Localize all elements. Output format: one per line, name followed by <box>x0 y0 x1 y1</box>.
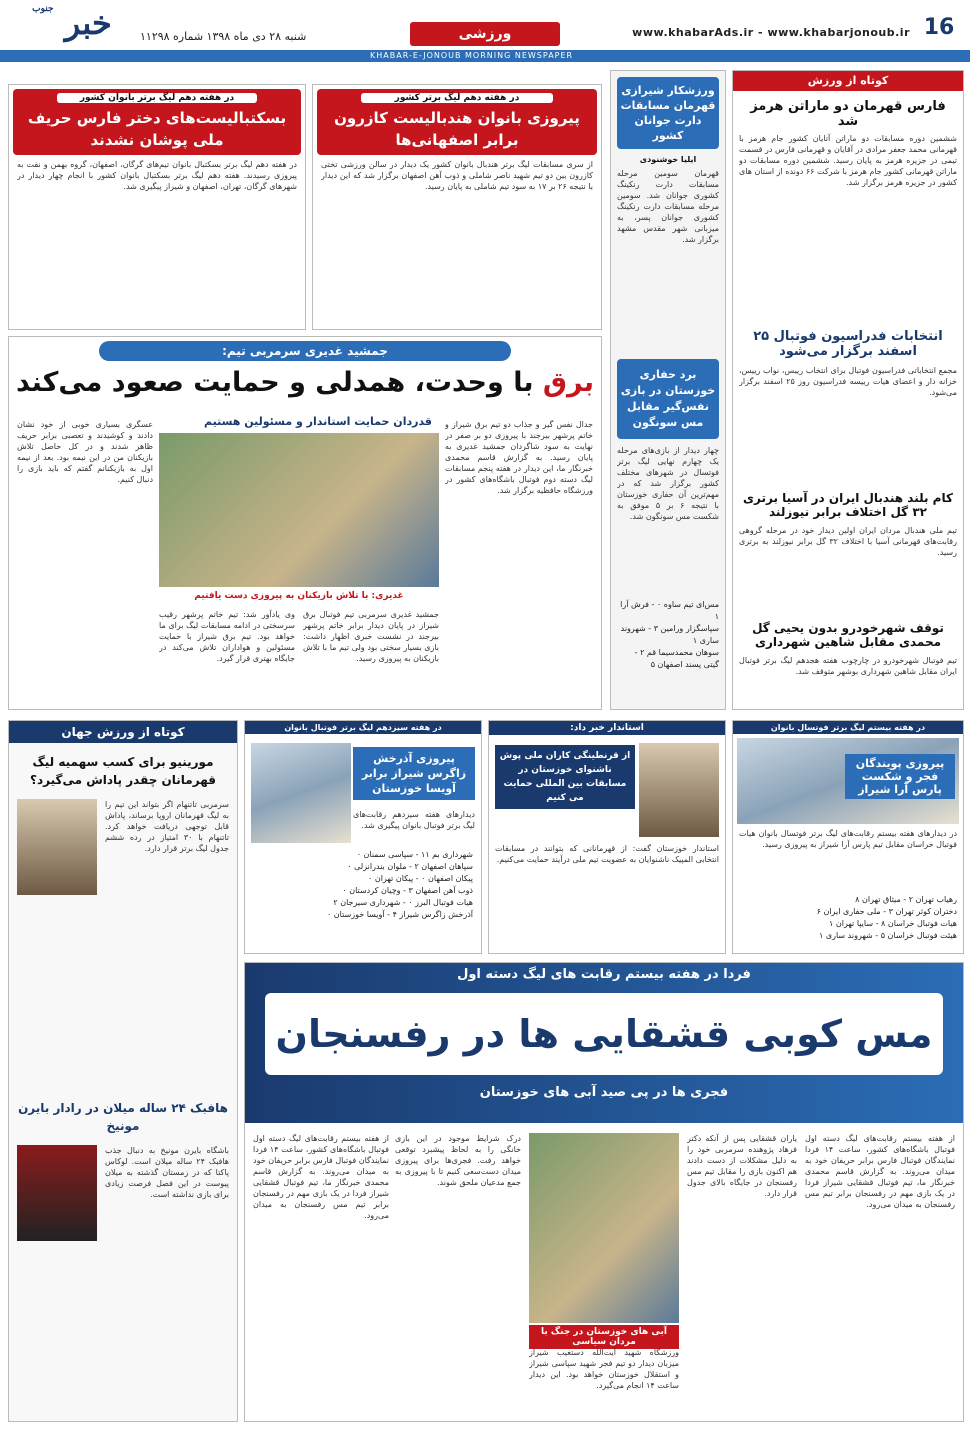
bottom-col3: درک شرایط موجود در این بازی خانگی را به لحاظ پیشبرد توقعی خواهد رفت. فجری‌ها برای پیروزی میدان دست‌سعی کنیم تا با پیروزی به جمع مدعیان ملحق شوند. <box>395 1134 521 1187</box>
world-sports-column <box>8 720 238 1422</box>
main-headline[interactable] <box>9 363 601 403</box>
hafbak-body: باشگاه بایرن مونیخ به دنبال جذب هافبک ۲۴ ساله میلان است. لوکاس پاکتا که در زمستان گذشته به میلان پیوست در این فصل فرصت زیادی برای بازی نداشته است. <box>105 1146 229 1199</box>
photo-caption: غدیری: با تلاش بازیکنان به پیروزی دست یافتیم <box>194 591 404 601</box>
kazerun-body: از سری مسابقات لیگ برتر هندبال بانوان کشور یک دیدار در سالن ورزشی تختی کازرون بین دو تیم شهید ناصر شاملی و ذوب آهن اصفهان برگزار شد که این دیدار با نتیجه ۲۶ بر ۱۷ به سود تیم شاملی به پایان رسید. <box>321 160 593 191</box>
governor-title[interactable]: از قرنطینگی کاران ملی پوش ناشنوای خوزستان در مسابقات بین المللی حمایت می کنیم <box>495 745 635 809</box>
result-item: سپاهان اصفهان ۲ - ملوان بندرانزلی ۰ <box>347 862 473 871</box>
bottom-col4: ورزشگاه شهید آیت‌الله دستغیب شیراز میزبان دیدار دو تیم فجر شهید سپاسی شیراز و استقلال خوزستان خواهد بود. این دیدار ساعت ۱۴ انجام می‌گیرد. <box>529 1348 679 1390</box>
team-photo <box>529 1133 679 1323</box>
mourinho-title[interactable]: مورینیو برای کسب سهمیه لیگ قهرمانان چقدر پاداش می‌گیرد؟ <box>30 755 216 787</box>
kazerun-article <box>312 84 602 330</box>
result-item: هیات فوتبال البرز ۰ - شهرداری سیرجان ۲ <box>333 898 473 907</box>
main-article <box>8 336 602 710</box>
news-body: تیم ملی هندبال مردان ایران اولین دیدار خود در مرحله گروهی رقابت‌های قهرمانی آسیا با اختلاف ۳۲ گل برابر نیوزلند به برتری رسید. <box>739 526 957 557</box>
bottom-kicker: فردا در هفته بیستم رقابت های لیگ دسته اول <box>457 967 751 982</box>
news-title[interactable]: فارس قهرمان دو ماراتن هرمز شد <box>750 99 946 129</box>
result-item: رهیاب تهران ۲ - میثاق تهران ۸ <box>855 895 957 904</box>
dart-body: قهرمان سومین مرحله مسابقات دارت رنکینگ کشوری جوانان شد. سومین مرحله مسابقات دارت رنکینگ کشوری جوانان پسر، به میزبانی شهر مقدس مشهد برگزار شد. <box>617 169 719 244</box>
website-link[interactable]: www.khabarAds.ir - www.khabarjonoub.ir <box>632 26 910 39</box>
news-title[interactable]: کام بلند هندبال ایران در آسیا برتری ۳۲ گل اختلاف برابر نیوزلند <box>743 491 953 519</box>
kazerun-kicker: در هفته دهم لیگ برتر کشور <box>361 93 553 103</box>
newspaper-logo <box>12 4 132 44</box>
dart-column <box>610 70 726 710</box>
section-tab[interactable]: ورزشی <box>410 22 560 46</box>
zagros-title[interactable]: پیروزی آذرخش زاگرس شیراز برابر آویسا خوزستان <box>353 747 475 800</box>
governor-article <box>488 720 726 954</box>
news-body: ششمین دوره مسابقات دو ماراتن آتایان کشور جام هرمز با قهرمانی محمد جعفر مرادی در آقایان و قهرمانی فارس در قسمت تیمی در جزیره هرمز به پایان رسید. ششمین دوره مسابقات دو ماراتن قهرمانی کشور جام هرمز با شرکت ۶۶ دونده از استان های کشور در جزیره هرمز برگزار شد. <box>739 134 957 187</box>
news-title[interactable]: انتخابات فدراسیون فوتبال ۲۵ اسفند برگزار می‌شود <box>753 329 943 359</box>
dart-title[interactable]: ورزشکار شیرازی قهرمان مسابقات دارت جوانان کشور <box>617 77 719 149</box>
zagros-photo <box>251 743 351 843</box>
futsal-title[interactable]: پیروزی پویندگان فجر و شکست پارس آرا شیراز <box>845 754 955 799</box>
main-kicker: جمشید غدیری سرمربی تیم: <box>99 341 511 361</box>
result-item: آذرخش زاگرس شیراز ۴ - آویسا خوزستان ۰ <box>326 910 473 919</box>
news-body: تیم فوتبال شهرخودرو در چارچوب هفته هجدهم لیگ برتر فوتبال ایران مقابل شاهین شهرداری بوشهر متوقف شد. <box>739 656 957 676</box>
mourinho-photo <box>17 799 97 895</box>
world-header: کوتاه از ورزش جهان <box>9 721 237 743</box>
logo-text: خبر <box>64 4 112 42</box>
bottom-banner <box>245 963 963 1123</box>
bottom-col5: از هفته بیستم رقابت‌های لیگ دسته اول فوتبال باشگاه‌های کشور، ساعت ۱۴ فردا نمایندگان فوتبال فارس برابر حریفان خود به میدان می‌روند. به گزارش قاسم محمدی خبرنگار ما، تیم فوتبال قشقایی شیراز فردا در یک بازی مهم در رفسنجان برابر تیم مس رفسنجان به میدان می‌رود. <box>253 1134 389 1220</box>
page-number: 16 <box>923 15 955 40</box>
result-item: ذوب آهن اصفهان ۳ - وچیان کردستان ۰ <box>342 886 473 895</box>
football-photo <box>159 433 439 587</box>
basketball-title[interactable]: بسکتبالیست‌های دختر فارس حریف ملی پوشان نشدند <box>27 109 287 149</box>
basketball-body: در هفته دهم لیگ برتر بسکتبال بانوان تیم‌های گرگان، اصفهان، گروه بهمن و نفت به پیروزی رسیدند. هفته دهم لیگ برتر بسکتبال بانوان کشور با انجام چهار دیدار در شهرهای گرگان، تهران، اصفهان و شیراز پیگیری شد. <box>17 160 297 191</box>
news-title[interactable]: توقف شهرخودرو بدون یحیی گل محمدی مقابل شاهین شهرداری <box>752 621 944 649</box>
main-body-col1: جدال نفس گیر و جذاب دو تیم برق شیراز و خاتم پرشهر بیرجند با پیروزی دو بر صفر در نهایت به سود شاگردان جمشید غدیری به پایان رسید. به گزارش قاسم محمدی خبرنگار ما، این دیدار در هفته پنجم مسابقات لیگ دسته دوم فوتبال باشگاه‌های کشور در ورزشگاه حافظیه برگزار شد. <box>445 420 593 495</box>
khuzestan-results <box>617 599 719 671</box>
logo-sub: جنوب <box>32 4 54 14</box>
team-photo-caption: آبی های خوزستان در جنگ با مردان سیاسی <box>529 1325 679 1349</box>
futsal-article <box>732 720 964 954</box>
paqueta-photo <box>17 1145 97 1241</box>
result-item: هیات فوتبال خراسان ۸ - سایپا تهران ۱ <box>829 919 957 928</box>
governor-kicker: استاندار خبر داد: <box>489 721 725 735</box>
result-item: سپاسگزار ورامین ۳ - شهروند ساری ۱ <box>620 624 719 645</box>
zagros-kicker: در هفته سیزدهم لیگ برتر فوتبال بانوان <box>245 721 481 734</box>
mourinho-body: سرمربی تاتنهام اگر بتواند این تیم را به لیگ قهرمانان اروپا برساند، پاداش قابل توجهی دریافت خواهد کرد. تاتنهام با ۳۰ امتیاز در رده ششم جدول لیگ برتر قرار دارد. <box>105 800 229 853</box>
news-body: مجمع انتخاباتی فدراسیون فوتبال برای انتخاب رییس، نواب رییس، خزانه دار و اعضای هیات رییسه فدراسیون روز ۲۵ اسفند برگزار می‌شود. <box>739 366 957 397</box>
main-body-col2: عسگری بسیاری خوبی از خود نشان دادند و کوشیدند و تعصبی برابر حریف ظاهر شدند و در کل حاصل تلاش بازیکنان من در این نیمه بود. بعد از نیمه اول به بازیکنانم گفتم که باید بازی را دنبال کنیم. <box>17 420 153 484</box>
basketball-header <box>13 89 301 155</box>
main-body-col3: وی یادآور شد: تیم خاتم پرشهر رقیب سرسختی در ادامه مسابقات لیگ برای ما خواهد بود. تیم برق شیراز با حمایت مسئولین و هواداران تلاش می‌کند در جایگاه بهتری قرار گیرد. <box>159 610 295 663</box>
english-title: KHABAR-E-JONOUB MORNING NEWSPAPER <box>370 51 574 60</box>
result-item: دختران کوثر تهران ۳ - ملی حفاری ایران ۶ <box>816 907 957 916</box>
dateline: شنبه ۲۸ دی ماه ۱۳۹۸ شماره ۱۱۲۹۸ <box>140 30 307 43</box>
futsal-kicker: در هفته بیستم لیگ برتر فوتسال بانوان <box>733 721 963 734</box>
governor-body: استاندار خوزستان گفت: از قهرمانانی که بتوانند در مسابقات انتخابی المپیک ناشنوایان به عضویت تیم ملی درآیند حمایت می‌کنیم. <box>495 844 719 864</box>
kazerun-header <box>317 89 597 155</box>
result-item: هیئت فوتبال خراسان ۵ - شهروند ساری ۱ <box>819 931 957 940</box>
dart-author: ایلیا خوشنودی <box>639 155 697 164</box>
result-item: مس‌ای تیم ساوه ۰ - فرش آرا ۱ <box>620 600 719 621</box>
basketball-article <box>8 84 306 330</box>
bottom-col1: از هفته بیستم رقابت‌های لیگ دسته اول فوتبال باشگاه‌های کشور، ساعت ۱۴ فردا نمایندگان فوتبال فارس برابر حریفان خود به میدان می‌روند. به گزارش قاسم محمدی خبرنگار ما، تیم فوتبال قشقایی شیراز فردا در یک بازی مهم در رفسنجان برابر تیم مس رفسنجان به میدان می‌رود. <box>805 1134 955 1209</box>
bottom-feature <box>244 962 964 1422</box>
masthead <box>0 0 970 62</box>
basketball-kicker: در هفته دهم لیگ برتر بانوان کشور <box>57 93 257 103</box>
khuzestan-body: چهار دیدار از بازی‌های مرحله یک چهارم نهایی لیگ برتر فوتسال در شهرهای مختلف کشور برگزار شد که در مهم‌ترین آن حفاری خوزستان با نتیجه ۶ بر ۵ موفق به شکست مس سونگون شد. <box>617 446 719 521</box>
zagros-body: دیدارهای هفته سیزدهم رقابت‌های لیگ برتر فوتبال بانوان پیگیری شد. <box>353 810 475 830</box>
result-item: شهرداری بم ۱۱ - سپاسی سمنان ۰ <box>356 850 473 859</box>
futsal-results <box>739 894 957 942</box>
main-body-col4: جمشید غدیری سرمربی تیم فوتبال برق شیراز در پایان دیدار برابر خاتم پرشهر بیرجند در نشست خبری اظهار داشت: بازی بسیار سختی بود ولی تیم ما با تلاش بازیکنان به پیروزی رسید. <box>303 610 439 663</box>
governor-photo <box>639 743 719 837</box>
main-title: با وحدت، همدلی و حمایت صعود می‌کند <box>16 367 534 398</box>
bottom-col2: یاران قشقایی پس از آنکه دکتر فرهاد پژوهنده سرمربی خود را به دلیل مشکلات از دست دادند هم اکنون بازی را مقابل تیم مس رفسنجان در جایگاه بالای جدول قرار دارد. <box>687 1134 797 1198</box>
short-news-header: کوتاه از ورزش <box>733 71 963 91</box>
khuzestan-title[interactable]: برد حفاری خوزستان در بازی نفس‌گیر مقابل مس سونگون <box>617 359 719 439</box>
result-item: پیکان اصفهان ۰ - پیکان تهران ۰ <box>368 874 473 883</box>
main-title-accent: برق <box>542 367 594 398</box>
zagros-article <box>244 720 482 954</box>
futsal-body: در دیدارهای هفته بیستم رقابت‌های لیگ برتر فوتسال بانوان هیات فوتبال خراسان مقابل تیم پارس آرا شیراز به پیروزی رسید. <box>739 829 957 849</box>
futsal-photo <box>737 738 959 824</box>
bottom-subtitle: فجری ها در پی صید آبی های خوزستان <box>479 1085 729 1100</box>
result-item: سوهان محمدسیما قم ۲ - گیتی پسند اصفهان ۵ <box>634 648 719 669</box>
hafbak-title[interactable]: هافبک ۲۴ ساله میلان در رادار بایرن مونیخ <box>18 1101 228 1133</box>
main-subtitle: قدردان حمایت استاندار و مسئولین هستیم <box>203 415 433 428</box>
bottom-title[interactable]: مس کوبی قشقایی ها در رفسنجان <box>265 993 943 1075</box>
kazerun-title[interactable]: پیروزی بانوان هندبالیست کازرون برابر اصفهانی‌ها <box>334 109 580 149</box>
zagros-results <box>253 849 473 921</box>
short-news-column <box>732 70 964 710</box>
